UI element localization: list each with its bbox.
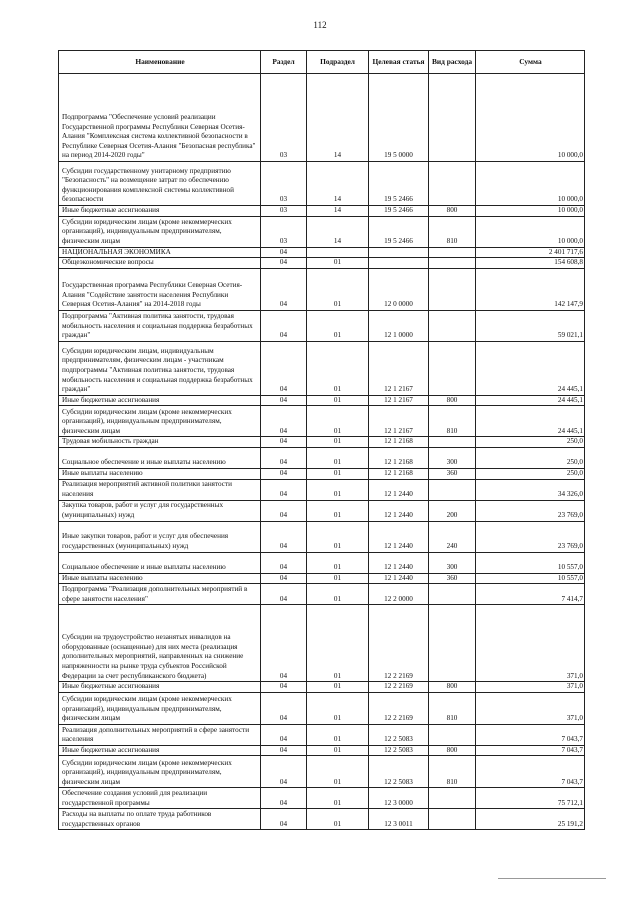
row-name: Иные бюджетные ассигнования — [59, 395, 261, 406]
row-subsection: 01 — [307, 552, 369, 573]
row-amount: 24 445,1 — [476, 406, 585, 437]
row-subsection: 01 — [307, 692, 369, 724]
table-row — [59, 521, 585, 552]
row-expense-type — [429, 268, 476, 310]
row-expense-type — [429, 258, 476, 269]
row-amount: 10 000,0 — [476, 162, 585, 206]
row-section: 04 — [261, 258, 307, 269]
row-subsection: 14 — [307, 206, 369, 217]
row-target: 12 1 2440 — [369, 479, 429, 500]
header-section: Раздел — [261, 51, 307, 74]
row-amount: 371,0 — [476, 605, 585, 682]
row-name: Субсидии юридическим лицам (кроме некоммерческих организаций), индивидуальным предпринимателям, физическим лицам — [59, 216, 261, 247]
row-expense-type: 300 — [429, 447, 476, 468]
table-row — [59, 216, 585, 247]
footer-rule — [498, 878, 606, 879]
row-name: Иные выплаты населению — [59, 573, 261, 584]
table-row — [59, 724, 585, 745]
table-row — [59, 258, 585, 269]
row-section: 04 — [261, 809, 307, 830]
row-section: 03 — [261, 206, 307, 217]
row-expense-type: 810 — [429, 406, 476, 437]
row-target: 12 1 0000 — [369, 310, 429, 341]
row-amount: 371,0 — [476, 692, 585, 724]
table-row — [59, 468, 585, 479]
row-subsection: 01 — [307, 437, 369, 448]
table-row — [59, 479, 585, 500]
row-expense-type — [429, 437, 476, 448]
row-subsection: 01 — [307, 573, 369, 584]
row-subsection: 01 — [307, 809, 369, 830]
row-amount: 7 043,7 — [476, 745, 585, 756]
row-section: 04 — [261, 479, 307, 500]
row-amount: 7 414,7 — [476, 584, 585, 605]
row-name: Субсидии юридическим лицам (кроме некоммерческих организаций), индивидуальным предпринимателям, физическим лицам — [59, 756, 261, 788]
row-subsection: 01 — [307, 500, 369, 521]
table-row — [59, 605, 585, 682]
row-name: Социальное обеспечение и иные выплаты населению — [59, 552, 261, 573]
row-section: 04 — [261, 500, 307, 521]
row-amount: 154 608,8 — [476, 258, 585, 269]
row-target: 12 2 2169 — [369, 605, 429, 682]
row-target: 12 2 2169 — [369, 692, 429, 724]
row-expense-type — [429, 724, 476, 745]
row-expense-type — [429, 809, 476, 830]
row-target: 12 1 2440 — [369, 500, 429, 521]
row-section: 04 — [261, 724, 307, 745]
row-expense-type: 800 — [429, 395, 476, 406]
table-row — [59, 500, 585, 521]
row-target: 12 2 0000 — [369, 584, 429, 605]
table-row — [59, 247, 585, 258]
row-expense-type — [429, 247, 476, 258]
row-target: 19 5 2466 — [369, 206, 429, 217]
table-row — [59, 162, 585, 206]
row-subsection: 01 — [307, 258, 369, 269]
row-amount: 250,0 — [476, 437, 585, 448]
row-name: Субсидии государственному унитарному предприятию "Безопасность" на возмещение затрат по обеспечению функционирования комплексной системы коллективной безопасности — [59, 162, 261, 206]
row-subsection: 01 — [307, 395, 369, 406]
row-subsection: 01 — [307, 584, 369, 605]
row-expense-type — [429, 584, 476, 605]
header-target: Целевая статья — [369, 51, 429, 74]
table-row — [59, 74, 585, 162]
row-target: 12 1 2167 — [369, 395, 429, 406]
row-subsection: 01 — [307, 724, 369, 745]
row-section: 04 — [261, 552, 307, 573]
row-expense-type — [429, 788, 476, 809]
row-subsection: 14 — [307, 162, 369, 206]
row-section: 04 — [261, 341, 307, 395]
row-expense-type: 360 — [429, 468, 476, 479]
row-name: Иные закупки товаров, работ и услуг для обеспечения государственных (муниципальных) нужд — [59, 521, 261, 552]
row-amount: 10 557,0 — [476, 552, 585, 573]
row-target: 19 5 2466 — [369, 162, 429, 206]
row-name: Иные выплаты населению — [59, 468, 261, 479]
row-section: 04 — [261, 584, 307, 605]
row-section: 04 — [261, 268, 307, 310]
row-name: Подпрограмма "Активная политика занятости, трудовая мобильность населения и социальная поддержка безработных граждан" — [59, 310, 261, 341]
row-section: 04 — [261, 521, 307, 552]
row-name: Иные бюджетные ассигнования — [59, 745, 261, 756]
row-expense-type — [429, 341, 476, 395]
row-name: Субсидии юридическим лицам (кроме некоммерческих организаций), индивидуальным предпринимателям, физическим лицам — [59, 692, 261, 724]
row-name: НАЦИОНАЛЬНАЯ ЭКОНОМИКА — [59, 247, 261, 258]
row-target: 12 2 2169 — [369, 682, 429, 693]
row-name: Субсидии юридическим лицам, индивидуальным предпринимателям, физическим лицам - участникам подпрограммы "Активная политика занятости, трудовая мобильность населения и социальная поддержка безработных граждан" — [59, 341, 261, 395]
row-subsection: 01 — [307, 406, 369, 437]
header-name: Наименование — [59, 51, 261, 74]
table-row — [59, 437, 585, 448]
table-row — [59, 341, 585, 395]
row-target: 12 1 2440 — [369, 521, 429, 552]
row-amount: 10 000,0 — [476, 216, 585, 247]
row-section: 04 — [261, 745, 307, 756]
budget-table — [58, 50, 585, 830]
row-amount: 2 401 717,6 — [476, 247, 585, 258]
header-amount: Сумма — [476, 51, 585, 74]
row-target: 12 2 5083 — [369, 745, 429, 756]
row-amount: 250,0 — [476, 468, 585, 479]
row-section: 03 — [261, 162, 307, 206]
row-amount: 23 769,0 — [476, 521, 585, 552]
row-expense-type — [429, 479, 476, 500]
row-amount: 7 043,7 — [476, 756, 585, 788]
row-subsection — [307, 247, 369, 258]
row-target: 19 5 0000 — [369, 74, 429, 162]
row-target: 12 1 2168 — [369, 468, 429, 479]
row-name: Закупка товаров, работ и услуг для государственных (муниципальных) нужд — [59, 500, 261, 521]
row-target: 12 1 2440 — [369, 552, 429, 573]
row-expense-type — [429, 74, 476, 162]
row-section: 04 — [261, 437, 307, 448]
row-target: 12 1 2440 — [369, 573, 429, 584]
row-target: 12 3 0011 — [369, 809, 429, 830]
row-subsection: 01 — [307, 756, 369, 788]
row-name: Реализация дополнительных мероприятий в сфере занятости населения — [59, 724, 261, 745]
row-name: Обеспечение создания условий для реализации государственной программы — [59, 788, 261, 809]
row-expense-type: 360 — [429, 573, 476, 584]
row-subsection: 01 — [307, 447, 369, 468]
row-target: 19 5 2466 — [369, 216, 429, 247]
header-expense-type: Вид расхода — [429, 51, 476, 74]
row-name: Общеэкономические вопросы — [59, 258, 261, 269]
row-expense-type: 810 — [429, 692, 476, 724]
table-row — [59, 206, 585, 217]
row-amount: 59 021,1 — [476, 310, 585, 341]
table-row — [59, 809, 585, 830]
row-target: 12 1 2168 — [369, 447, 429, 468]
table-body — [59, 74, 585, 830]
row-amount: 25 191,2 — [476, 809, 585, 830]
row-expense-type: 300 — [429, 552, 476, 573]
row-expense-type — [429, 310, 476, 341]
row-amount: 24 445,1 — [476, 341, 585, 395]
row-target: 12 1 2167 — [369, 341, 429, 395]
row-expense-type: 200 — [429, 500, 476, 521]
row-name: Государственная программа Республики Северная Осетия-Алания "Содействие занятости населения Республики Северная Осетия-Алания" на 2014-2018 годы — [59, 268, 261, 310]
row-section: 04 — [261, 605, 307, 682]
row-subsection: 01 — [307, 479, 369, 500]
row-amount: 10 000,0 — [476, 206, 585, 217]
row-target: 12 1 2167 — [369, 406, 429, 437]
row-subsection: 01 — [307, 682, 369, 693]
row-subsection: 01 — [307, 745, 369, 756]
row-target — [369, 258, 429, 269]
row-expense-type — [429, 162, 476, 206]
row-amount: 371,0 — [476, 682, 585, 693]
row-subsection: 01 — [307, 605, 369, 682]
row-section: 04 — [261, 573, 307, 584]
row-amount: 10 557,0 — [476, 573, 585, 584]
table-row — [59, 268, 585, 310]
table-row — [59, 310, 585, 341]
row-expense-type: 800 — [429, 206, 476, 217]
row-subsection: 14 — [307, 74, 369, 162]
table-row — [59, 692, 585, 724]
row-amount: 75 712,1 — [476, 788, 585, 809]
row-section: 04 — [261, 788, 307, 809]
row-amount: 10 000,0 — [476, 74, 585, 162]
row-amount: 34 326,0 — [476, 479, 585, 500]
row-target — [369, 247, 429, 258]
table-row — [59, 756, 585, 788]
row-name: Расходы на выплаты по оплате труда работников государственных органов — [59, 809, 261, 830]
row-name: Иные бюджетные ассигнования — [59, 682, 261, 693]
row-section: 04 — [261, 310, 307, 341]
row-expense-type: 800 — [429, 745, 476, 756]
row-amount: 250,0 — [476, 447, 585, 468]
table-header-row — [59, 51, 585, 74]
table-row — [59, 406, 585, 437]
row-expense-type: 810 — [429, 756, 476, 788]
table-row — [59, 788, 585, 809]
row-expense-type: 810 — [429, 216, 476, 247]
row-section: 03 — [261, 74, 307, 162]
row-amount: 23 769,0 — [476, 500, 585, 521]
table-row — [59, 573, 585, 584]
table-row — [59, 395, 585, 406]
row-subsection: 01 — [307, 521, 369, 552]
row-name: Субсидии на трудоустройство незанятых инвалидов на оборудованные (оснащенные) для них места (реализация дополнительных мероприятий, направленных на снижение напряженности на рынке труда субъектов Российской Федерации за счет республиканского бюджета) — [59, 605, 261, 682]
row-amount: 24 445,1 — [476, 395, 585, 406]
row-section: 04 — [261, 447, 307, 468]
row-section: 04 — [261, 395, 307, 406]
row-subsection: 01 — [307, 788, 369, 809]
row-target: 12 3 0000 — [369, 788, 429, 809]
row-subsection: 01 — [307, 341, 369, 395]
row-section: 04 — [261, 756, 307, 788]
row-subsection: 01 — [307, 268, 369, 310]
row-name: Подпрограмма "Реализация дополнительных мероприятий в сфере занятости населения" — [59, 584, 261, 605]
table-row — [59, 447, 585, 468]
row-amount: 142 147,9 — [476, 268, 585, 310]
row-section: 04 — [261, 406, 307, 437]
header-subsection: Подраздел — [307, 51, 369, 74]
row-target: 12 0 0000 — [369, 268, 429, 310]
table-row — [59, 584, 585, 605]
row-name: Подпрограмма "Обеспечение условий реализации Государственной программы Республики Северная Осетия-Алания "Комплексная система коллективной безопасности в Республике Северная Осетия-Алания "Безопасная республика" на период 2014-2020 годы" — [59, 74, 261, 162]
table-row — [59, 552, 585, 573]
row-expense-type: 800 — [429, 682, 476, 693]
table-row — [59, 682, 585, 693]
page-number: 112 — [313, 20, 327, 30]
row-name: Трудовая мобильность граждан — [59, 437, 261, 448]
row-section: 04 — [261, 468, 307, 479]
row-name: Иные бюджетные ассигнования — [59, 206, 261, 217]
row-target: 12 2 5083 — [369, 756, 429, 788]
row-name: Субсидии юридическим лицам (кроме некоммерческих организаций), индивидуальным предпринимателям, физическим лицам — [59, 406, 261, 437]
row-expense-type: 240 — [429, 521, 476, 552]
row-name: Социальное обеспечение и иные выплаты населению — [59, 447, 261, 468]
row-section: 04 — [261, 692, 307, 724]
row-target: 12 2 5083 — [369, 724, 429, 745]
row-name: Реализация мероприятий активной политики занятости населения — [59, 479, 261, 500]
row-section: 03 — [261, 216, 307, 247]
row-amount: 7 043,7 — [476, 724, 585, 745]
row-subsection: 01 — [307, 468, 369, 479]
row-section: 04 — [261, 682, 307, 693]
row-section: 04 — [261, 247, 307, 258]
row-subsection: 14 — [307, 216, 369, 247]
row-subsection: 01 — [307, 310, 369, 341]
table-row — [59, 745, 585, 756]
row-target: 12 1 2168 — [369, 437, 429, 448]
row-expense-type — [429, 605, 476, 682]
